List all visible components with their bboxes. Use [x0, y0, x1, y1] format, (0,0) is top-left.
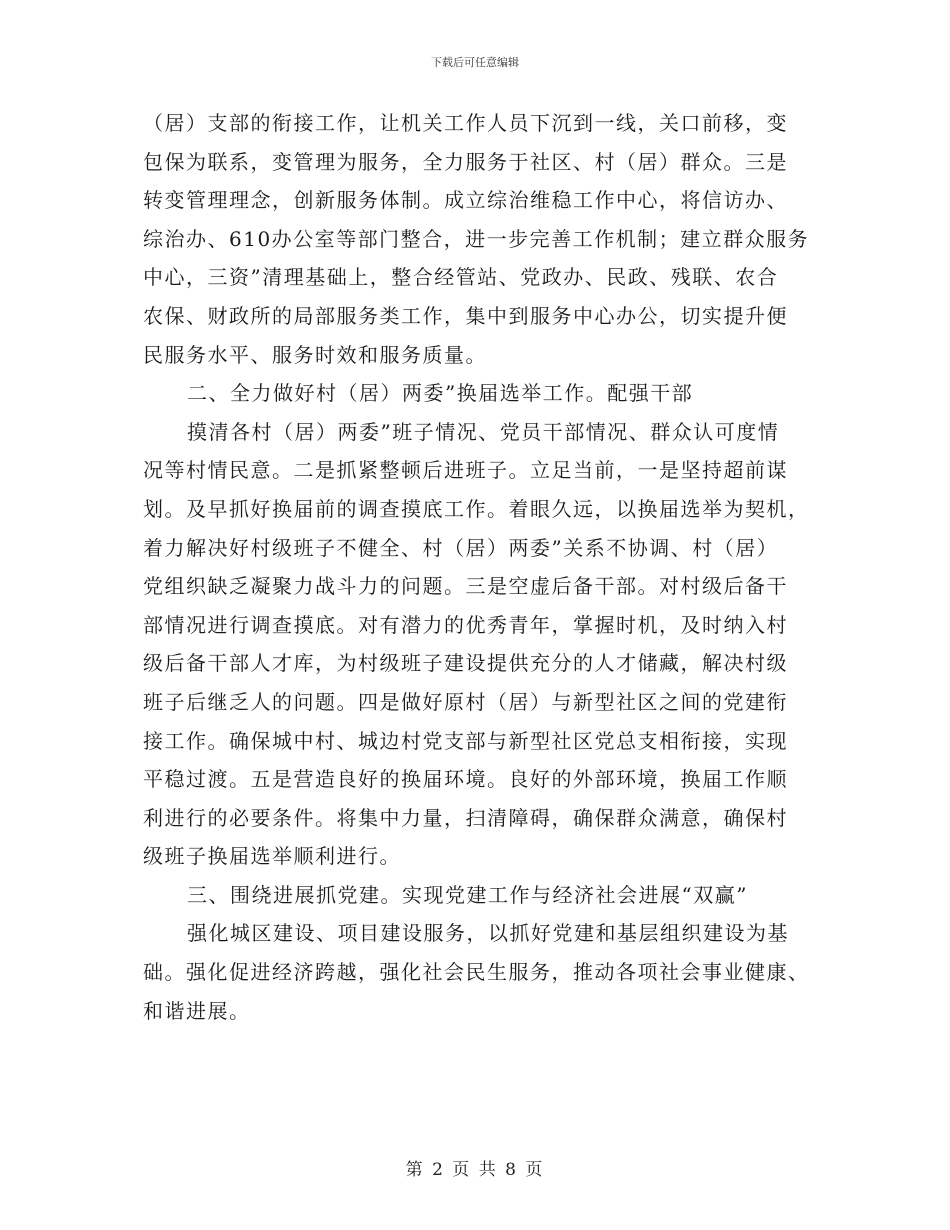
- document-body: [143, 104, 823, 1030]
- text-line: 党组织缺乏凝聚力战斗力的问题。三是空虚后备干部。对村级后备干: [143, 574, 788, 599]
- section-heading-2: 二、全力做好村（居）两委”换届选举工作。配强干部: [187, 381, 694, 406]
- text-line: 况等村情民意。二是抓紧整顿后进班子。立足当前，一是坚持超前谋: [143, 458, 788, 483]
- text-line: 平稳过渡。五是营造良好的换届环境。良好的外部环境，换届工作顺: [143, 767, 788, 792]
- text-line: 包保为联系，变管理为服务，全力服务于社区、村（居）群众。三是: [143, 149, 788, 174]
- text-line: 摸清各村（居）两委”班子情况、党员干部情况、群众认可度情: [187, 419, 780, 444]
- text-line: 农保、财政所的局部服务类工作，集中到服务中心办公，切实提升便: [143, 303, 788, 328]
- text-line: 着力解决好村级班子不健全、村（居）两委”关系不协调、村（居）: [143, 535, 779, 560]
- text-line: 转变管理理念，创新服务体制。成立综治维稳工作中心，将信访办、: [143, 188, 788, 213]
- section-heading-3: 三、围绕进展抓党建。实现党建工作与经济社会进展“双赢”: [187, 882, 748, 907]
- text-line: 级后备干部人才库，为村级班子建设提供充分的人才储藏，解决村级: [143, 651, 788, 676]
- text-line: 班子后继乏人的问题。四是做好原村（居）与新型社区之间的党建衔: [143, 689, 788, 714]
- text-line: 民服务水平、服务时效和服务质量。: [143, 342, 487, 367]
- text-line: 础。强化促进经济跨越，强化社会民生服务，推动各项社会事业健康、: [143, 960, 810, 985]
- text-line: 中心，三资”清理基础上，整合经管站、党政办、民政、残联、农合: [143, 265, 779, 290]
- text-line: 级班子换届选举顺利进行。: [143, 844, 401, 869]
- text-line: 利进行的必要条件。将集中力量，扫清障碍，确保群众满意，确保村: [143, 805, 788, 830]
- text-line: 接工作。确保城中村、城边村党支部与新型社区党总支相衔接，实现: [143, 728, 788, 753]
- text-line: 划。及早抓好换届前的调查摸底工作。着眼久远，以换届选举为契机，: [143, 496, 810, 521]
- text-line: 综治办、610办公室等部门整合，进一步完善工作机制；建立群众服务: [143, 226, 810, 251]
- text-line: 部情况进行调查摸底。对有潜力的优秀青年，掌握时机，及时纳入村: [143, 612, 788, 637]
- text-line: （居）支部的衔接工作，让机关工作人员下沉到一线，关口前移，变: [143, 111, 788, 135]
- page-header: 下载后可任意编辑: [431, 56, 519, 69]
- text-line: 和谐进展。: [143, 998, 251, 1023]
- page-number-footer: 第 2 页 共 8 页: [405, 1160, 545, 1180]
- text-line: 强化城区建设、项目建设服务，以抓好党建和基层组织建设为基: [187, 921, 789, 946]
